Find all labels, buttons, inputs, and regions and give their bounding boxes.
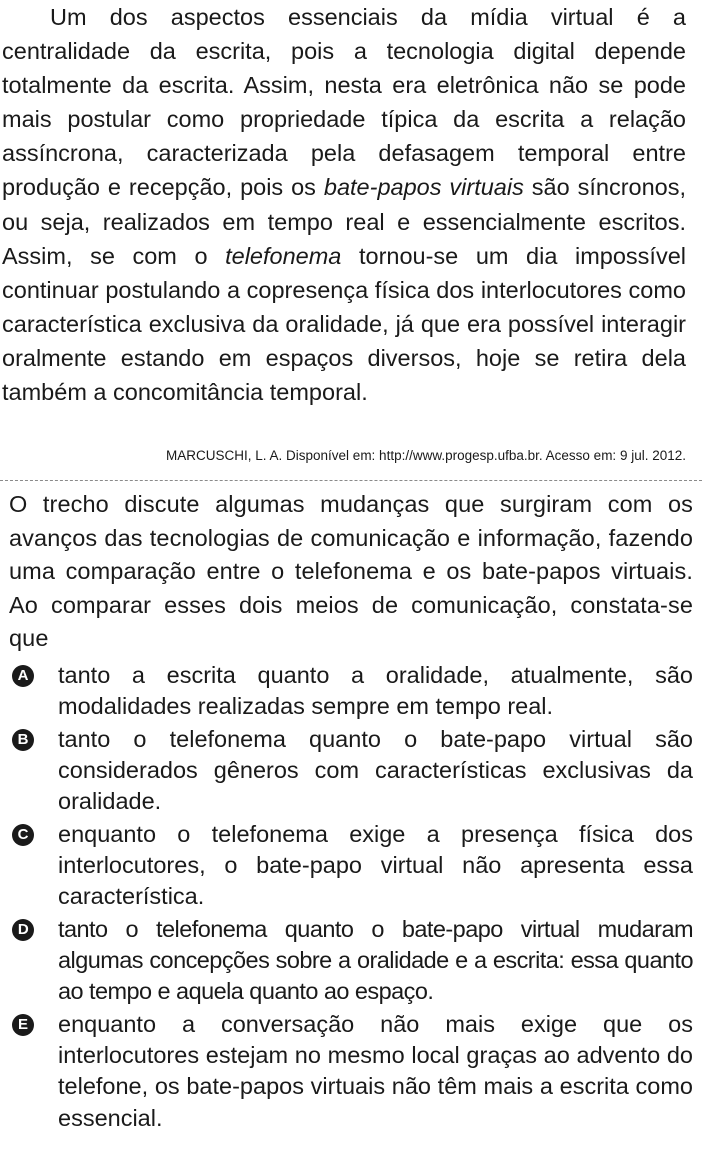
option-d-text: tanto o telefonema quanto o bate-papo virtual mudaram algumas concepções sobre a oralidade e a escrita: essa quanto ao tempo e aquela quanto ao espaço. [58,915,693,1005]
option-e-letter-badge: E [12,1014,34,1036]
option-b-letter-badge: B [12,729,34,751]
option-c-letter-badge: C [12,824,34,846]
option-a-text: tanto a escrita quanto a oralidade, atualmente, são modalidades realizadas sempre em tempo real. [58,662,693,720]
passage-text [2,0,686,409]
answer-options [9,660,693,1135]
question-prompt-text: O trecho discute algumas mudanças que surgiram com os avanços das tecnologias de comunicação e informação, fazendo uma comparação entre o telefonema e os bate-papos virtuais. Ao comparar esses dois meios de comunicação, constata-se que [9,491,693,651]
question-prompt [9,488,693,656]
source-citation: MARCUSCHI, L. A. Disponível em: http://www.progesp.ufba.br. Acesso em: 9 jul. 2012. [166,448,686,463]
option-d-letter-badge: D [12,919,34,941]
option-e-text: enquanto a conversação não mais exige que os interlocutores estejam no mesmo local graças ao advento do telefone, os bate-papos virtuais não têm mais a escrita como essencial. [58,1010,693,1131]
passage-segment-1: Um dos aspectos essenciais da mídia virtual é a centralidade da escrita, pois a tecnologia digital depende totalmente da escrita. Assim, nesta era eletrônica não se pode mais postular como propriedade típica da escrita a relação assíncrona, caracterizada pela defasagem temporal entre produção e recepção, pois os [2,4,686,201]
option-b[interactable] [9,724,693,818]
option-a[interactable] [9,660,693,723]
option-c[interactable] [9,819,693,913]
passage-segment-3: tornou-se um dia impossível continuar postulando a copresença física dos interlocutores como característica exclusiva da oralidade, já que era possível interagir oralmente estando em espaços diversos, hoje se retira dela também a concomitância temporal. [2,242,686,406]
passage-italic-telefonema: telefonema [225,242,342,269]
option-c-text: enquanto o telefonema exige a presença física dos interlocutores, o bate-papo virtual não apresenta essa característica. [58,820,693,910]
passage-italic-bate-papos: bate-papos virtuais [323,174,524,201]
passage-segment-2: são síncronos, ou seja, realizados em tempo real e essencialmente escritos. Assim, se com o [2,174,687,269]
option-e[interactable] [9,1009,693,1135]
option-a-letter-badge: A [12,665,34,687]
passage-paragraph [2,0,686,409]
dashed-divider [0,480,702,481]
option-d[interactable] [9,914,693,1008]
option-b-text: tanto o telefonema quanto o bate-papo virtual são considerados gêneros com características exclusivas da oralidade. [58,725,693,815]
